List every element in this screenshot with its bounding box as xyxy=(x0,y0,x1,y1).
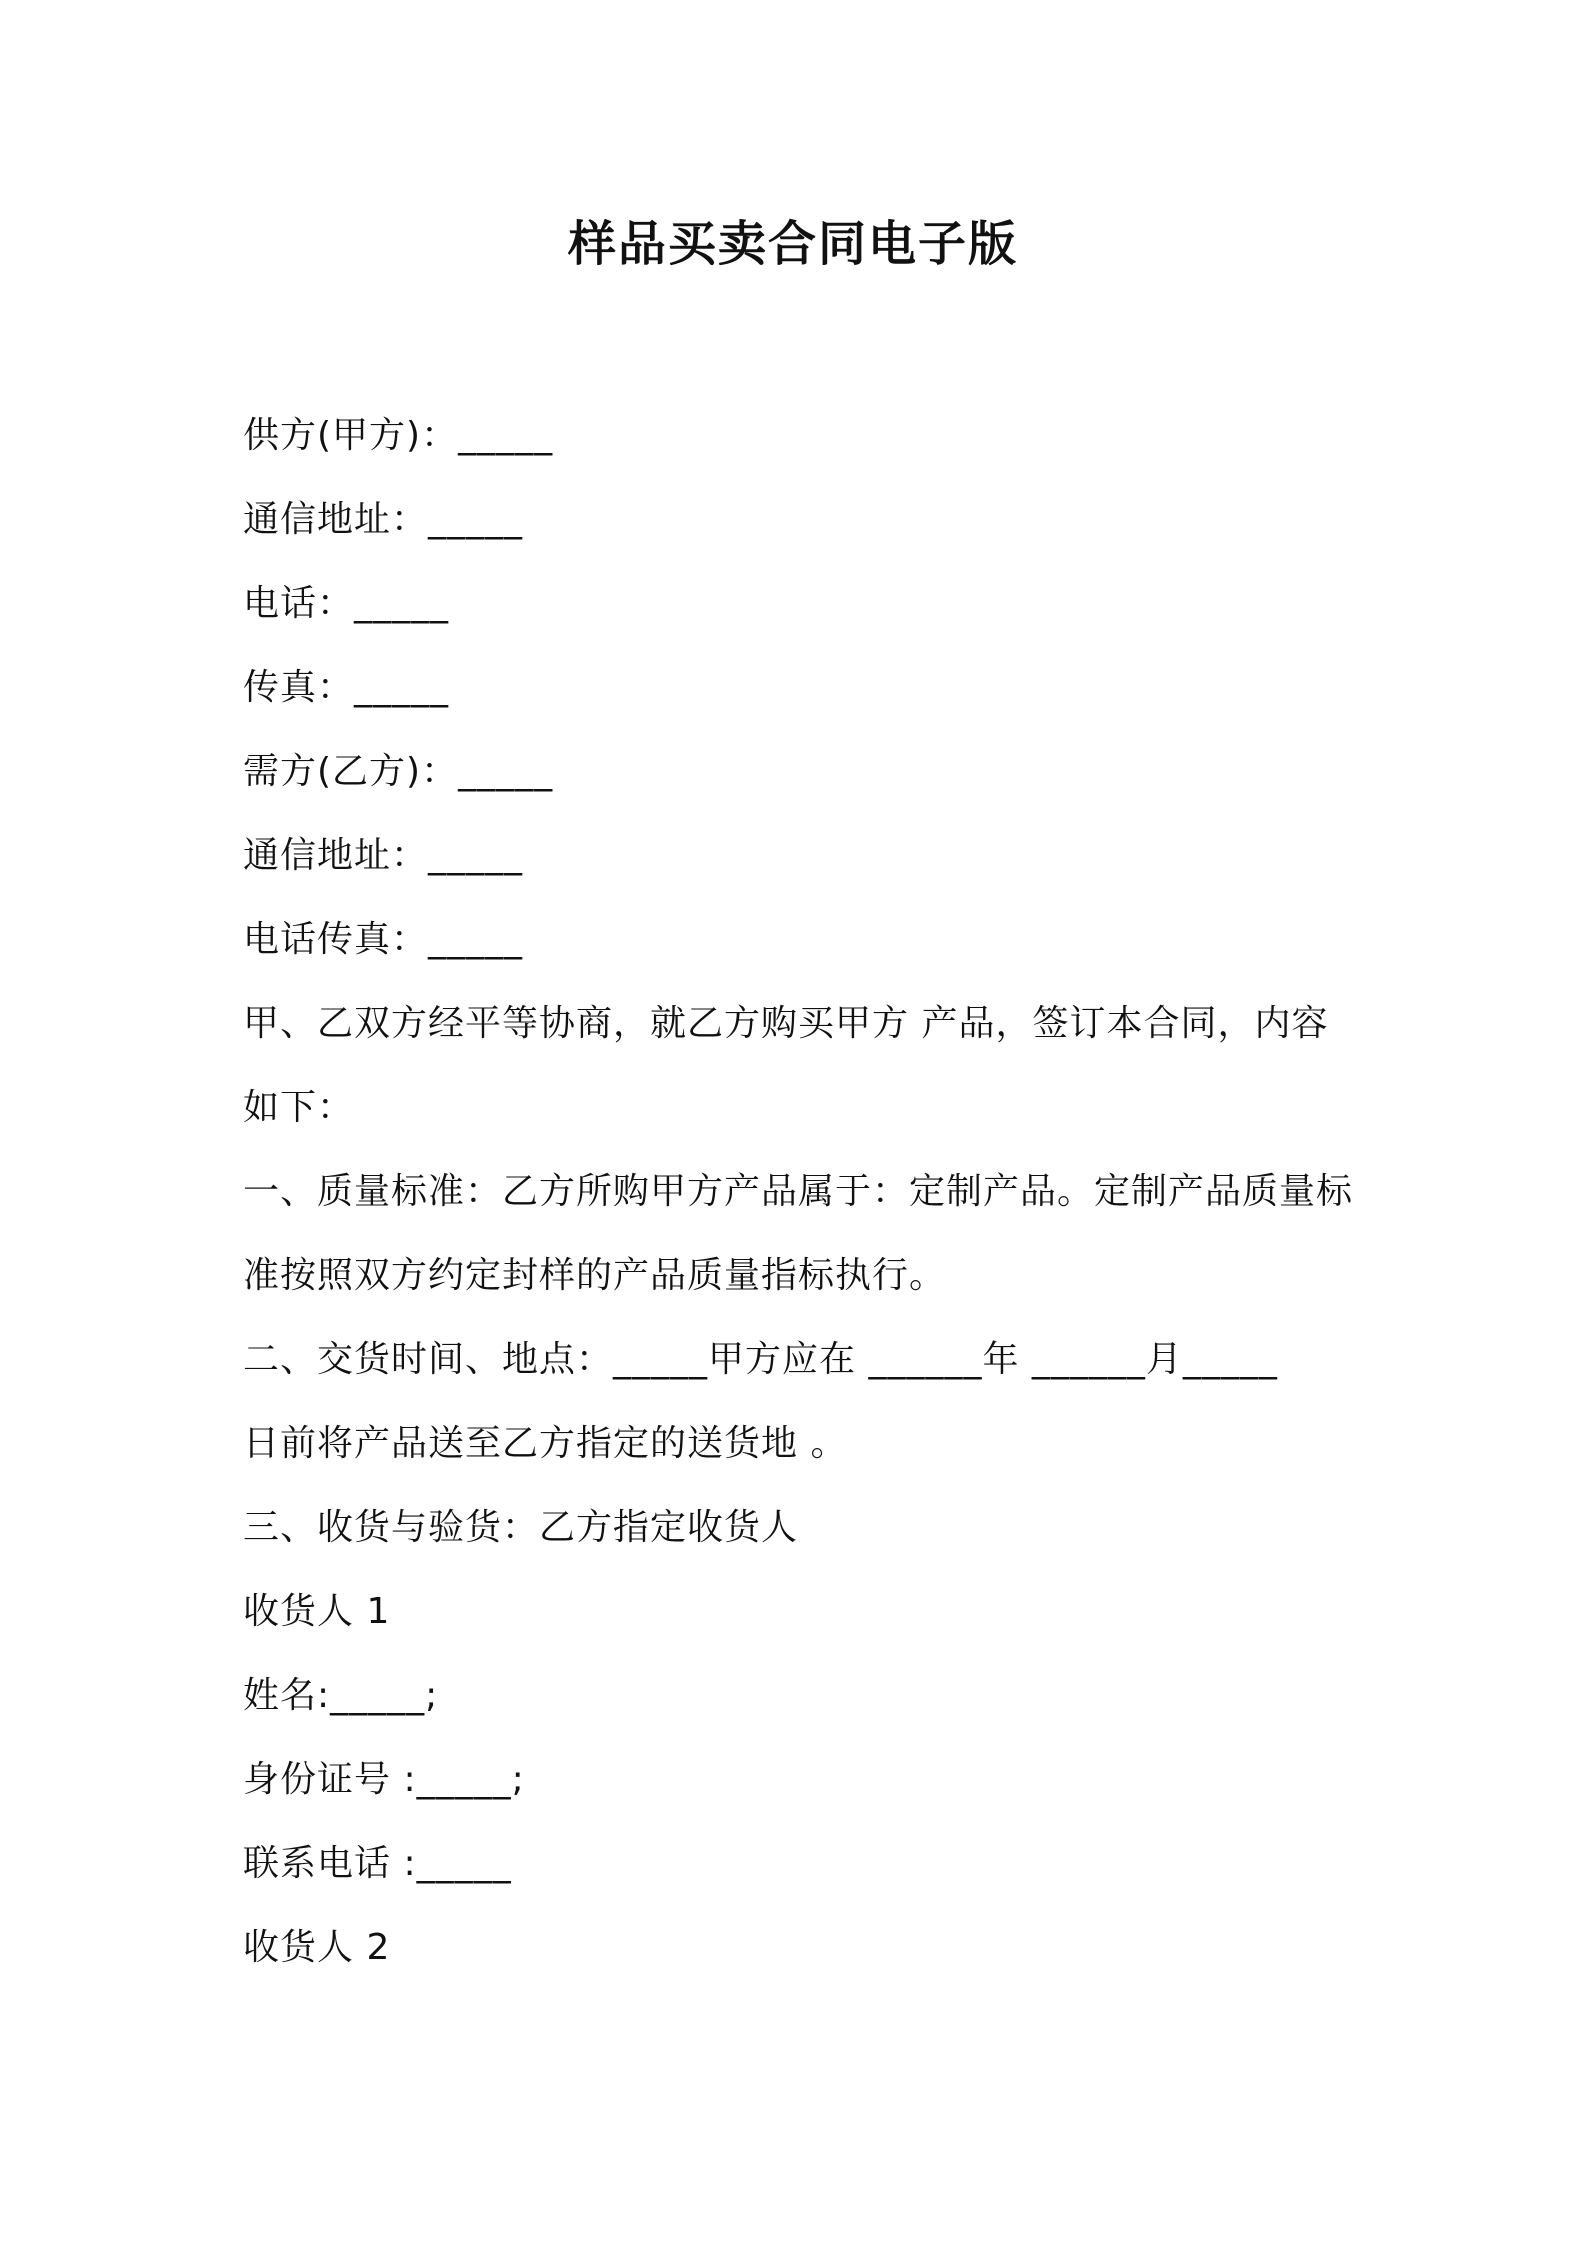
buyer-phone-fax: 电话传真：_____ xyxy=(243,919,524,960)
receiver-1-label: 收货人 1 xyxy=(243,1591,391,1632)
supplier-address: 通信地址：_____ xyxy=(243,499,524,540)
document-title: 样品买卖合同电子版 xyxy=(567,216,1018,272)
receiver-1-phone: 联系电话 :_____ xyxy=(243,1843,512,1884)
clause-1-line-1: 一、质量标准：乙方所购甲方产品属于：定制产品。定制产品质量标 xyxy=(243,1171,1354,1212)
receiver-2-label: 收货人 2 xyxy=(243,1927,391,1968)
clause-1-line-2: 准按照双方约定封样的产品质量指标执行。 xyxy=(243,1255,947,1296)
receiver-1-name: 姓名:_____; xyxy=(243,1675,439,1716)
buyer-party-b: 需方(乙方)：_____ xyxy=(243,751,554,792)
preamble-line-1: 甲、乙双方经平等协商，就乙方购买甲方 产品，签订本合同，内容 xyxy=(243,1003,1329,1044)
supplier-phone: 电话：_____ xyxy=(243,583,450,624)
supplier-party-a: 供方(甲方)：_____ xyxy=(243,415,554,456)
receiver-1-id-number: 身份证号 :_____; xyxy=(243,1759,525,1800)
clause-2-line-1: 二、交货时间、地点：_____甲方应在 ______年 ______月_____ xyxy=(243,1339,1278,1380)
clause-2-line-2: 日前将产品送至乙方指定的送货地 。 xyxy=(243,1423,848,1464)
supplier-fax: 传真：_____ xyxy=(243,667,450,708)
buyer-address: 通信地址：_____ xyxy=(243,835,524,876)
clause-3-heading: 三、收货与验货：乙方指定收货人 xyxy=(243,1507,799,1548)
preamble-line-2: 如下： xyxy=(243,1087,355,1128)
